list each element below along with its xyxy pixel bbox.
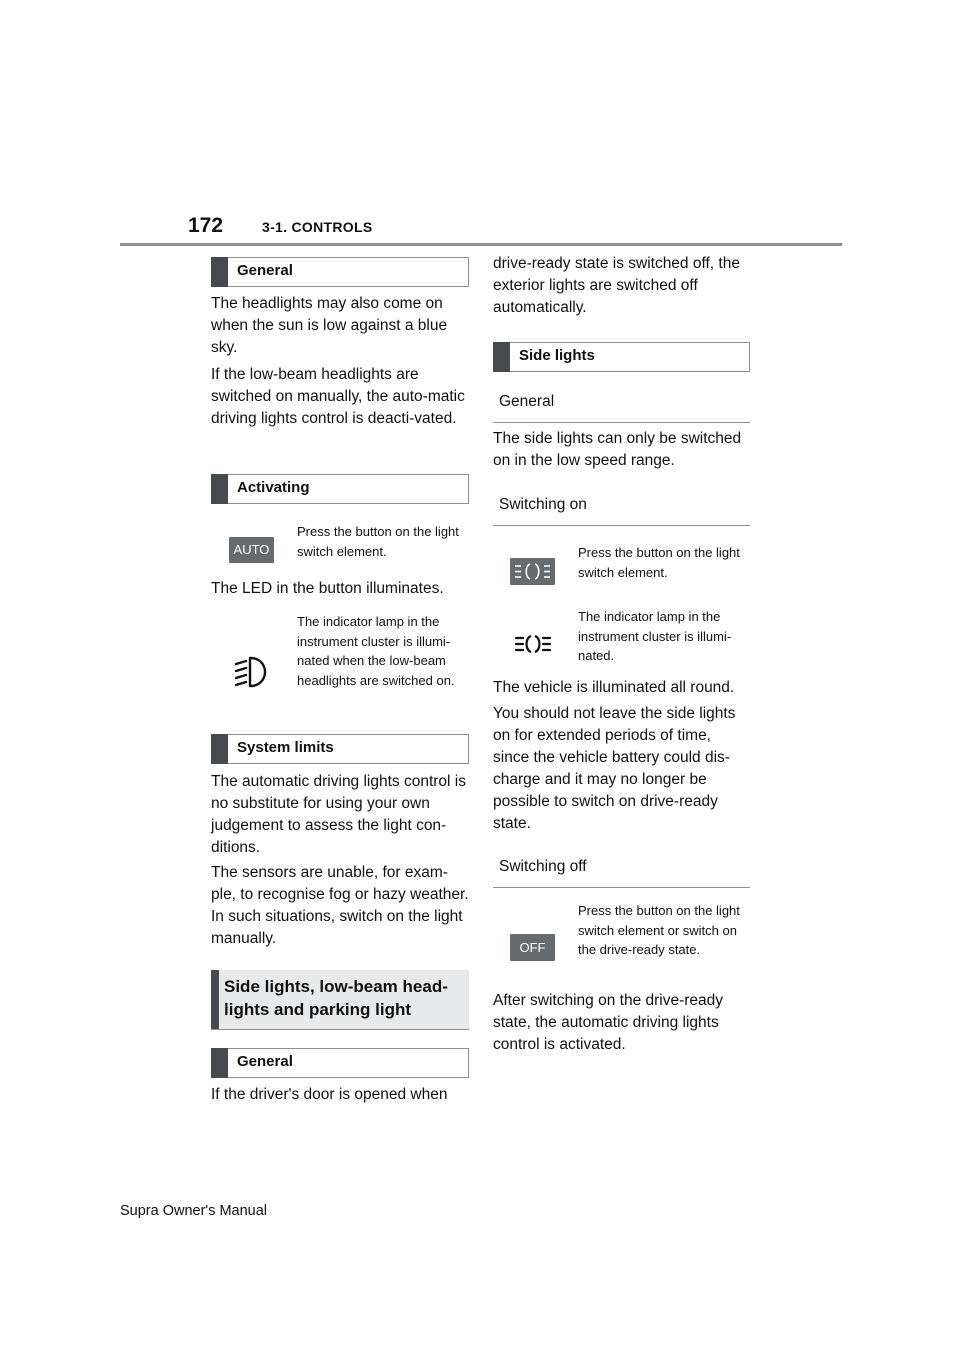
subheading-side-lights bbox=[493, 342, 750, 372]
section-label: 3-1. CONTROLS bbox=[262, 219, 373, 235]
minor-heading-switching-on-label: Switching on bbox=[499, 496, 587, 513]
lamp-note: The indicator lamp in the instrument cluster is illumi-nated when the low-beam headlights are switched on. bbox=[297, 614, 455, 688]
subheading-system-limits-label: System limits bbox=[237, 739, 334, 756]
subheading-side-lights-label: Side lights bbox=[519, 347, 595, 364]
side-lights-indicator-icon bbox=[514, 633, 552, 655]
subheading-general bbox=[211, 1048, 469, 1078]
subheading-activating-label: Activating bbox=[237, 479, 310, 496]
footer-text: Supra Owner's Manual bbox=[120, 1203, 268, 1219]
switch-off-note: Press the button on the light switch element or switch on the drive-ready state. bbox=[578, 903, 740, 957]
minor-heading-general bbox=[493, 390, 750, 423]
paragraph: If the driver's door is opened when bbox=[211, 1086, 448, 1103]
minor-heading-switching-on bbox=[493, 493, 750, 526]
paragraph: The automatic driving lights control is no substitute for using your own judgement to assess the light con-ditions. bbox=[211, 773, 467, 856]
minor-heading-general-label: General bbox=[499, 393, 555, 410]
switch-on-note: Press the button on the light switch element. bbox=[578, 545, 740, 580]
low-beam-indicator-icon bbox=[233, 655, 269, 689]
side-lamp-note: The indicator lamp in the instrument cluster is illumi-nated. bbox=[578, 609, 732, 663]
paragraph: If the low-beam headlights are switched on manually, the auto-matic driving lights control is deacti-vated. bbox=[211, 366, 465, 427]
paragraph: The sensors are unable, for exam-ple, to recognise fog or hazy weather. In such situations, switch on the light manually. bbox=[211, 864, 469, 947]
page-number: 172 bbox=[188, 214, 224, 237]
side-lights-button-icon bbox=[510, 558, 555, 585]
paragraph: You should not leave the side lights on for extended periods of time, since the vehicle battery could dis-charge and it may no longer be possible to switch on drive-ready state. bbox=[493, 705, 736, 832]
paragraph: The side lights can only be switched on in the low speed range. bbox=[493, 430, 742, 469]
subheading-activating bbox=[211, 474, 469, 504]
side-lights-icon bbox=[510, 558, 555, 585]
paragraph: The vehicle is illuminated all round. bbox=[493, 679, 735, 696]
auto-note: Press the button on the light switch element. bbox=[297, 524, 459, 559]
off-button-icon: OFF bbox=[510, 934, 555, 961]
subheading-general bbox=[211, 257, 469, 287]
section-heading-label: Side lights, low-beam head-lights and parking light bbox=[224, 977, 448, 1019]
section-heading bbox=[211, 970, 469, 1030]
paragraph: The LED in the button illuminates. bbox=[211, 580, 444, 597]
minor-heading-switching-off bbox=[493, 855, 750, 888]
subheading-general-label: General bbox=[237, 1053, 293, 1070]
minor-heading-switching-off-label: Switching off bbox=[499, 858, 587, 875]
paragraph: After switching on the drive-ready state, the automatic driving lights control is activated. bbox=[493, 992, 724, 1053]
paragraph: drive-ready state is switched off, the exterior lights are switched off automatically. bbox=[493, 255, 740, 316]
header-rule bbox=[120, 243, 842, 246]
subheading-general-label: General bbox=[237, 262, 293, 279]
auto-button-icon: AUTO bbox=[229, 537, 274, 563]
paragraph: The headlights may also come on when the sun is low against a blue sky. bbox=[211, 295, 448, 356]
subheading-system-limits bbox=[211, 734, 469, 764]
